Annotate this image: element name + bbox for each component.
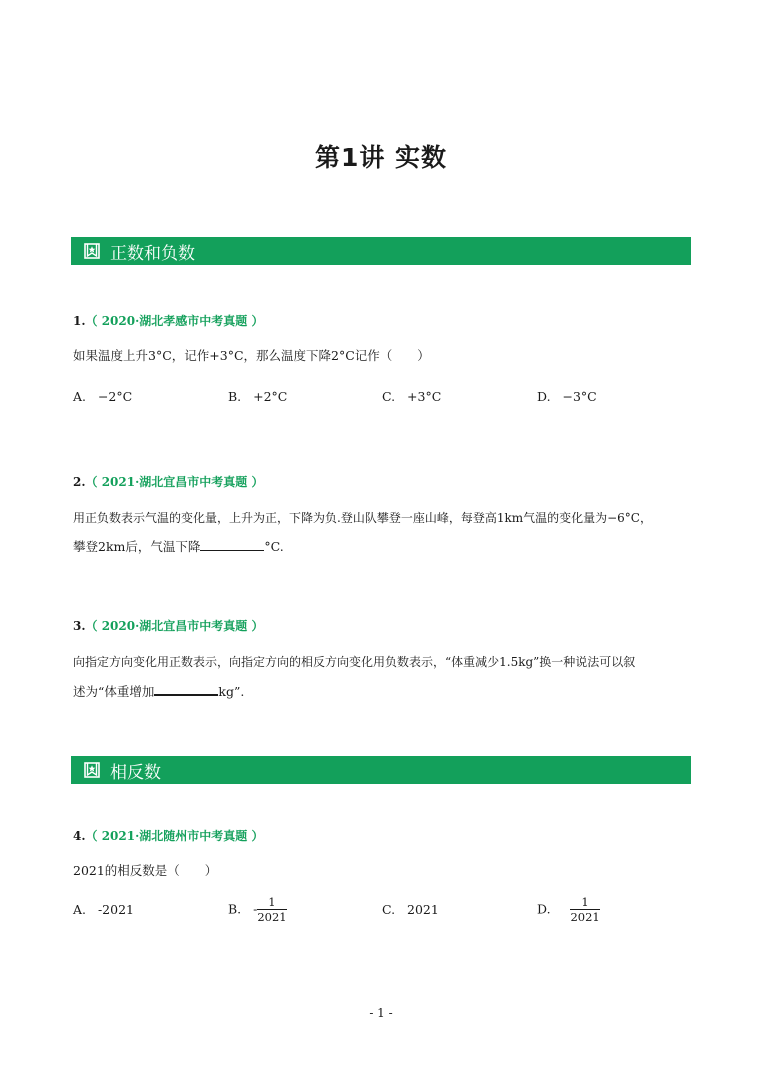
option-b [228,389,287,404]
fraction-denominator: 2021 [570,910,600,924]
section-banner-positive-negative [71,237,691,265]
text-before-blank: 述为“体重增加 [73,684,155,699]
option-value: +2°C [253,389,288,404]
option-letter: B. [228,389,242,404]
question-text-1: 如果温度上升3°C，记作+3°C，那么温度下降2°C记作（ ） [73,348,430,363]
page-title: 第1讲 实数 [314,143,448,172]
option-value: 2021 [407,902,439,917]
option-sign: - [253,901,258,917]
page-number: - 1 - [369,1006,393,1020]
option-letter: C. [382,389,396,404]
fraction [257,896,286,924]
question-text-4: 2021的相反数是（ ） [73,863,218,878]
question-text-2-line1: 用正负数表示气温的变化量，上升为正，下降为负.登山队攀登一座山峰，每登高1km气温的变化量为−6°C， [73,511,652,525]
bookmark-star-icon [84,243,100,259]
option-letter: B. [228,901,242,917]
fraction-denominator: 2021 [257,910,287,924]
option-d [537,896,600,924]
option-value: -2021 [97,902,134,917]
fraction-numerator: 1 [581,895,589,909]
question-source: （ 2021·湖北宜昌市中考真题 ） [85,475,264,489]
text-after-blank: °C. [264,539,284,554]
option-value: −3°C [562,389,597,404]
option-b [228,896,287,924]
question-header-1 [73,312,263,329]
option-letter: C. [382,902,396,917]
fraction [570,896,599,924]
option-letter: D. [537,389,551,404]
question-text-2-line2 [73,537,284,557]
bookmark-star-icon [84,762,100,778]
answer-blank[interactable] [200,537,264,551]
option-letter: D. [537,901,551,917]
question-text-3-line1: 向指定方向变化用正数表示，向指定方向的相反方向变化用负数表示，“体重减少1.5kg”换一种说法可以叙 [73,655,636,669]
section-title: 相反数 [110,762,161,783]
question-source: （ 2021·湖北随州市中考真题 ） [85,829,264,843]
question-header-4 [73,827,263,844]
section-banner-opposite-numbers [71,756,691,784]
question-source: （ 2020·湖北宜昌市中考真题 ） [85,619,264,633]
option-value: +3°C [407,389,442,404]
question-source: （ 2020·湖北孝感市中考真题 ） [85,314,264,328]
option-value: −2°C [97,389,133,404]
option-d [537,389,597,404]
text-before-blank: 攀登2km后，气温下降 [73,539,201,554]
question-number: 4. [73,829,86,843]
option-letter: A. [73,902,87,917]
option-a [73,389,132,404]
question-number: 2. [73,475,86,489]
option-c [382,389,441,404]
fraction-numerator: 1 [268,895,276,909]
question-header-3 [73,617,263,634]
question-text-3-line2 [73,681,244,702]
option-letter: A. [73,389,87,404]
option-c [382,902,439,917]
question-number: 1. [73,314,86,328]
question-number: 3. [73,619,86,633]
section-title: 正数和负数 [110,243,195,264]
option-a [73,902,134,917]
text-after-blank: kg”. [218,684,245,699]
answer-blank[interactable] [154,681,218,696]
question-header-2 [73,473,263,490]
